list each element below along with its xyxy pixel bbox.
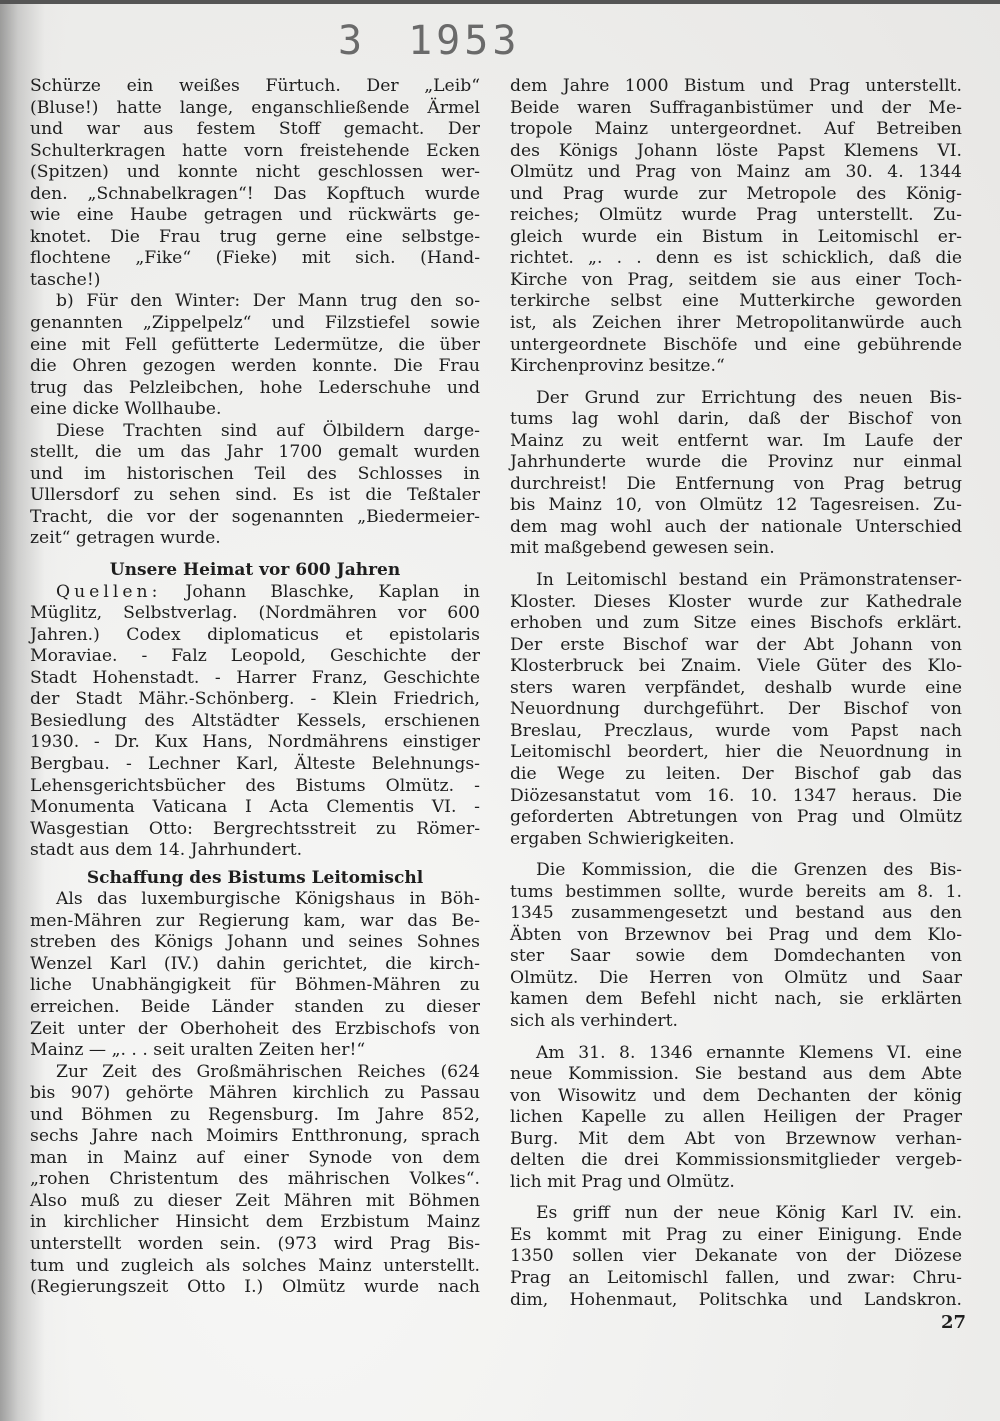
text-line: (Regierungszeit Otto I.) Olmütz wurde nach bbox=[30, 1277, 480, 1298]
text-line: Also muß zu dieser Zeit Mähren mit Böhmen bbox=[30, 1190, 480, 1211]
text-line: Diözesanstatut vom 16. 10. 1347 heraus. Die bbox=[510, 785, 962, 806]
paragraph-kommission bbox=[510, 860, 962, 1032]
text-line: Müglitz, Selbstverlag. (Nordmähren vor 600 bbox=[30, 603, 480, 624]
stamp-year: 1953 bbox=[408, 18, 521, 64]
text-line: Es griff nun der neue König Karl IV. ein. bbox=[536, 1203, 962, 1224]
paragraph-grossmaehren bbox=[30, 1062, 480, 1299]
text-line: flochtene „Fike“ (Fieke) mit sich. (Hand- bbox=[30, 248, 480, 269]
text-line: Neuordnung durchgeführt. Der Bischof von bbox=[510, 699, 962, 720]
left-column bbox=[30, 76, 480, 1299]
text-line: dem Jahre 1000 Bistum und Prag unterstellt. bbox=[510, 76, 962, 96]
text-line: Beide waren Suffraganbistümer und der Me- bbox=[510, 97, 962, 118]
text-line: Der Grund zur Errichtung des neuen Bis- bbox=[536, 387, 962, 408]
text-line: Schürze ein weißes Fürtuch. Der „Leib“ bbox=[30, 76, 480, 96]
text-line: streben des Königs Johann und seines Sohnes bbox=[30, 932, 480, 953]
text-line: dim, Hohenmaut, Politschka und Landskron. bbox=[510, 1289, 962, 1310]
text-line: der Stadt Mähr.-Schönberg. - Klein Friedrich, bbox=[30, 689, 480, 710]
text-line: eine dicke Wollhaube. bbox=[30, 399, 222, 420]
text-line: Mainz zu weit entfernt war. Im Laufe der bbox=[510, 430, 962, 451]
text-line: tums lag wohl darin, daß der Bischof von bbox=[510, 409, 962, 430]
text-line: Zeit unter der Oberhoheit des Erzbischofs von bbox=[30, 1018, 480, 1039]
date-stamp bbox=[338, 18, 520, 64]
text-line: stellt, die um das Jahr 1700 gemalt wurden bbox=[30, 442, 480, 463]
text-line: Kloster. Dieses Kloster wurde zur Kathedrale bbox=[510, 591, 962, 612]
text-line: Zur Zeit des Großmährischen Reiches (624 bbox=[56, 1061, 480, 1082]
text-line: dem mag wohl auch der nationale Unterschied bbox=[510, 516, 962, 537]
text-line: Besiedlung des Altstädter Kessels, erschienen bbox=[30, 710, 480, 731]
paragraph-clothing-summer bbox=[30, 76, 480, 291]
text-line: Breslau, Preczlaus, wurde vom Papst nach bbox=[510, 720, 962, 741]
text-line: Es kommt mit Prag zu einer Einigung. Ende bbox=[510, 1224, 962, 1245]
text-line: (Bluse!) hatte lange, enganschließende Ärmel bbox=[30, 97, 480, 118]
text-line: lich mit Prag und Olmütz. bbox=[510, 1171, 735, 1192]
text-line: richtet. „. . . denn es ist schicklich, daß die bbox=[510, 248, 962, 269]
right-column bbox=[510, 76, 962, 1311]
text-line: und im historischen Teil des Schlosses in bbox=[30, 463, 480, 484]
text-line: Mainz — „. . . seit uralten Zeiten her!“ bbox=[30, 1040, 366, 1061]
text-line: liche Unabhängigkeit für Böhmen-Mähren zu bbox=[30, 975, 480, 996]
text-line: Burg. Mit dem Abt von Brzewnow verhan- bbox=[510, 1128, 962, 1149]
text-line: und Prag wurde zur Metropole des König- bbox=[510, 183, 962, 204]
text-line: die Ohren gezogen werden konnte. Die Frau bbox=[30, 356, 480, 377]
text-line: Leitomischl beordert, hier die Neuordnung in bbox=[510, 742, 962, 763]
text-line: kamen dem Befehl nicht nach, sie erklärten bbox=[510, 989, 962, 1010]
paragraph-luxemburg bbox=[30, 889, 480, 1061]
text-line: Äbten von Brzewnov bei Prag und dem Klo- bbox=[510, 924, 962, 945]
text-line: tropole Mainz untergeordnet. Auf Betreiben bbox=[510, 119, 962, 140]
text-line: „rohen Christentum des mährischen Volkes“. bbox=[30, 1169, 480, 1190]
text-line: Monumenta Vaticana I Acta Clementis VI. - bbox=[30, 797, 480, 818]
text-line: erreichen. Beide Länder standen zu dieser bbox=[30, 996, 480, 1017]
text-line: bis Mainz 10, von Olmütz 12 Tagesreisen. Zu- bbox=[510, 495, 962, 516]
text-line: unterstellt worden sein. (973 wird Prag Bis- bbox=[30, 1233, 480, 1254]
text-line: Am 31. 8. 1346 ernannte Klemens VI. eine bbox=[536, 1042, 962, 1063]
text-line: delten die drei Kommissionsmitglieder vergeb- bbox=[510, 1150, 962, 1171]
text-line: ster Saar sowie dem Domdechanten von bbox=[510, 946, 962, 967]
text-line: Bergbau. - Lechner Karl, Älteste Belehnungs- bbox=[30, 753, 480, 774]
text-line: Kirchenprovinz besitze.“ bbox=[510, 356, 725, 377]
text-line: In Leitomischl bestand ein Prämonstratenser- bbox=[536, 570, 962, 591]
text-line: tasche!) bbox=[30, 269, 101, 290]
text-line: Olmütz und Prag von Mainz am 30. 4. 1344 bbox=[510, 162, 962, 183]
text-line: Jahren.) Codex diplomaticus et epistolaris bbox=[30, 624, 480, 645]
paragraph-clothing-winter bbox=[30, 291, 480, 420]
paragraph-sources bbox=[30, 582, 480, 862]
text-line: 1345 zusammengesetzt und bestand aus den bbox=[510, 903, 962, 924]
text-line: men-Mähren zur Regierung kam, war das Be- bbox=[30, 910, 480, 931]
text-line: 1930. - Dr. Kux Hans, Nordmährens einstiger bbox=[30, 732, 480, 753]
text-line: sich als verhindert. bbox=[510, 1010, 678, 1031]
text-line: den. „Schnabelkragen“! Das Kopftuch wurde bbox=[30, 183, 480, 204]
paragraph-paintings bbox=[30, 421, 480, 550]
text-line: Stadt Hohenstadt. - Harrer Franz, Geschichte bbox=[30, 667, 480, 688]
text-line: Tracht, die vor der sogenannten „Biedermeier- bbox=[30, 506, 480, 527]
text-line: von Wisowitz und dem Dechanten der könig bbox=[510, 1085, 962, 1106]
text-line: untergeordnete Bischöfe und eine gebührende bbox=[510, 334, 962, 355]
text-line: zeit“ getragen wurde. bbox=[30, 528, 221, 549]
text-line: Der erste Bischof war der Abt Johann von bbox=[510, 634, 962, 655]
section-heading-heimat: Unsere Heimat vor 600 Jahren bbox=[109, 560, 401, 581]
text-line: knotet. Die Frau trug gerne eine selbstge- bbox=[30, 226, 480, 247]
text-line: Prag an Leitomischl fallen, und zwar: Chru- bbox=[510, 1267, 962, 1288]
text-line: Klosterbruck bei Znaim. Viele Güter des Klo- bbox=[510, 656, 962, 677]
text-line: die Wege zu leiten. Der Bischof gab das bbox=[510, 763, 962, 784]
text-line: bis 907) gehörte Mähren kirchlich zu Passau bbox=[30, 1083, 480, 1104]
text-line: Wenzel Karl (IV.) dahin gerichtet, die kirch- bbox=[30, 953, 480, 974]
stamp-issue: 3 bbox=[338, 18, 367, 64]
text-line: reiches; Olmütz wurde Prag unterstellt. Zu- bbox=[510, 205, 962, 226]
text-line: tums bestimmen sollte, wurde bereits am 8. 1. bbox=[510, 881, 962, 902]
text-line: geforderten Abtretungen von Prag und Olmütz bbox=[510, 807, 962, 828]
text-line: Die Kommission, die die Grenzen des Bis- bbox=[536, 860, 962, 881]
text-line: Jahrhunderte wurde die Provinz nur einmal bbox=[510, 452, 962, 473]
text-line: Johann Blaschke, Kaplan in bbox=[185, 581, 480, 602]
paragraph-grund bbox=[510, 388, 962, 560]
text-line: mit maßgebend gewesen sein. bbox=[510, 538, 775, 559]
text-line: Diese Trachten sind auf Ölbildern darge- bbox=[56, 420, 480, 441]
paragraph-kloster bbox=[510, 570, 962, 850]
text-line: neue Kommission. Sie bestand aus dem Abte bbox=[510, 1064, 962, 1085]
scan-top-edge bbox=[0, 0, 1000, 4]
page-number: 27 bbox=[941, 1312, 967, 1333]
text-line: genannten „Zippelpelz“ und Filzstiefel sowie bbox=[30, 313, 480, 334]
text-line: ist, als Zeichen ihrer Metropolitanwürde auch bbox=[510, 313, 962, 334]
paragraph-suffragan bbox=[510, 76, 962, 378]
text-line: 1350 sollen vier Dekanate von der Diözese bbox=[510, 1246, 962, 1267]
text-line: tum und zugleich als solches Mainz unterstellt. bbox=[30, 1255, 480, 1276]
text-line: und war aus festem Stoff gemacht. Der bbox=[30, 119, 480, 140]
text-line: sechs Jahre nach Moimirs Entthronung, sprach bbox=[30, 1126, 480, 1147]
text-line: b) Für den Winter: Der Mann trug den so- bbox=[56, 291, 480, 312]
text-line: durchreist! Die Entfernung von Prag betrug bbox=[510, 473, 962, 494]
text-line: stadt aus dem 14. Jahrhundert. bbox=[30, 840, 303, 861]
sources-label: Quellen: bbox=[56, 581, 162, 602]
paragraph-karl-iv bbox=[510, 1203, 962, 1311]
text-line: eine mit Fell gefütterte Ledermütze, die über bbox=[30, 334, 480, 355]
text-line: gleich wurde ein Bistum in Leitomischl er- bbox=[510, 226, 962, 247]
text-line: (Spitzen) und konnte nicht geschlossen wer- bbox=[30, 162, 480, 183]
text-line: Als das luxemburgische Königshaus in Böh- bbox=[56, 889, 480, 910]
text-line: erhoben und zum Sitze eines Bischofs erklärt. bbox=[510, 613, 962, 634]
text-line: des Königs Johann löste Papst Klemens VI. bbox=[510, 140, 962, 161]
text-line: in kirchlicher Hinsicht dem Erzbistum Mainz bbox=[30, 1212, 480, 1233]
text-line: terkirche selbst eine Mutterkirche geworden bbox=[510, 291, 962, 312]
text-line: Olmütz. Die Herren von Olmütz und Saar bbox=[510, 967, 962, 988]
text-line: man in Mainz auf einer Synode von dem bbox=[30, 1147, 480, 1168]
text-line: ergaben Schwierigkeiten. bbox=[510, 828, 735, 849]
text-line: und Böhmen zu Regensburg. Im Jahre 852, bbox=[30, 1104, 480, 1125]
paragraph-neue-kommission bbox=[510, 1043, 962, 1194]
text-line: lichen Kapelle zu allen Heiligen der Prager bbox=[510, 1107, 962, 1128]
text-line: trug das Pelzleibchen, hohe Lederschuhe und bbox=[30, 377, 480, 398]
text-line: Lehensgerichtsbücher des Bistums Olmütz. - bbox=[30, 775, 480, 796]
text-line: Kirche von Prag, seitdem sie aus einer Toch- bbox=[510, 269, 962, 290]
text-line: Schulterkragen hatte vorn freistehende Ecken bbox=[30, 140, 480, 161]
text-line: Wasgestian Otto: Bergrechtsstreit zu Römer- bbox=[30, 818, 480, 839]
text-line: Ullersdorf zu sehen sind. Es ist die Teßtaler bbox=[30, 485, 480, 506]
section-heading-bistum: Schaffung des Bistums Leitomischl bbox=[86, 867, 424, 888]
text-line: Moraviae. - Falz Leopold, Geschichte der bbox=[30, 646, 480, 667]
text-line: wie eine Haube getragen und rückwärts ge- bbox=[30, 205, 480, 226]
text-line: sters waren verpfändet, deshalb wurde eine bbox=[510, 677, 962, 698]
